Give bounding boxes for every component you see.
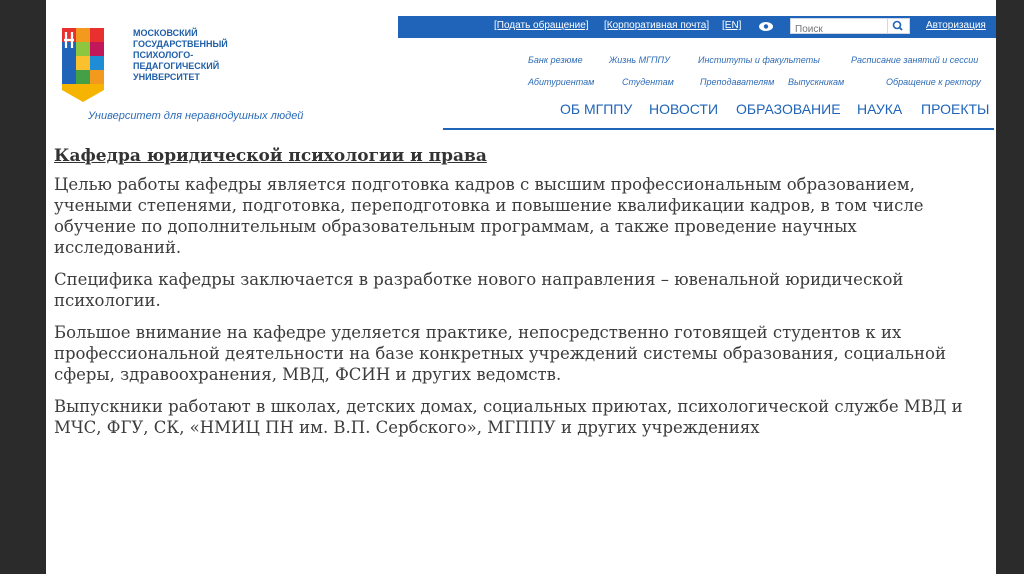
nav-education[interactable]: ОБРАЗОВАНИЕ xyxy=(736,101,841,117)
sub-link-institutes[interactable]: Институты и факультеты xyxy=(698,55,820,65)
nav-news[interactable]: НОВОСТИ xyxy=(649,101,719,117)
sub-link-teachers[interactable]: Преподавателям xyxy=(700,77,775,87)
top-bar xyxy=(398,16,996,38)
sub-link-life[interactable]: Жизнь МГППУ xyxy=(609,55,670,65)
search-button[interactable] xyxy=(888,18,910,34)
lang-link[interactable]: [EN] xyxy=(722,20,742,31)
sub-link-rector[interactable]: Обращение к ректору xyxy=(886,77,981,87)
sub-link-graduates[interactable]: Выпускникам xyxy=(788,77,845,87)
search-input[interactable] xyxy=(791,23,887,37)
nav-science[interactable]: НАУКА xyxy=(857,101,903,117)
login-link[interactable]: Авторизация xyxy=(926,20,986,31)
logo-text[interactable]: МОСКОВСКИЙ ГОСУДАРСТВЕННЫЙ ПСИХОЛОГО-ПЕДАГОГИЧЕСКИЙ УНИВЕРСИТЕТ xyxy=(133,28,228,82)
page xyxy=(46,0,996,574)
sub-link-students[interactable]: Студентам xyxy=(622,77,674,87)
sub-link-applicants[interactable]: Абитуриентам xyxy=(528,77,595,87)
nav-divider xyxy=(443,128,994,130)
page-title: Кафедра юридической психологии и права xyxy=(54,146,487,166)
nav-about[interactable]: ОБ МГППУ xyxy=(560,101,633,117)
nav-projects[interactable]: ПРОЕКТЫ xyxy=(921,101,990,117)
paragraph: Большое внимание на кафедре уделяется практике, непосредственно готовящей студентов к их профессиональной деятельности на базе конкретных учреждений системы образования, социальной сферы, здравоохранения, МВД, ФСИН и других ведомств. xyxy=(54,323,946,384)
paragraph: Целью работы кафедры является подготовка кадров с высшим профессиональным образованием, учеными степенями, подготовка, переподготовка и повышение квалификации кадров, в том числе обучение по дополнительным образовательным программам, а также проведение научных исследований. xyxy=(54,175,924,257)
university-logo[interactable] xyxy=(54,26,124,104)
paragraph: Специфика кафедры заключается в разработке нового направления – ювенальной юридической психологии. xyxy=(54,270,904,310)
search-box xyxy=(790,18,888,34)
paragraph: Выпускники работают в школах, детских домах, социальных приютах, психологической службе МВД и МЧС, ФГУ, СК, «НМИЦ ПН им. В.П. Сербского», МГППУ и других учреждениях xyxy=(54,397,963,437)
content xyxy=(54,146,984,449)
corp-mail-link[interactable]: [Корпоративная почта] xyxy=(604,20,710,31)
tagline: Университет для неравнодушных людей xyxy=(88,110,304,122)
appeal-link[interactable]: [Подать обращение] xyxy=(494,20,589,31)
sub-link-resume-bank[interactable]: Банк резюме xyxy=(528,55,583,65)
search-icon xyxy=(888,19,908,33)
sub-link-schedule[interactable]: Расписание занятий и сессии xyxy=(851,55,979,65)
accessibility-eye-icon[interactable] xyxy=(758,21,774,32)
